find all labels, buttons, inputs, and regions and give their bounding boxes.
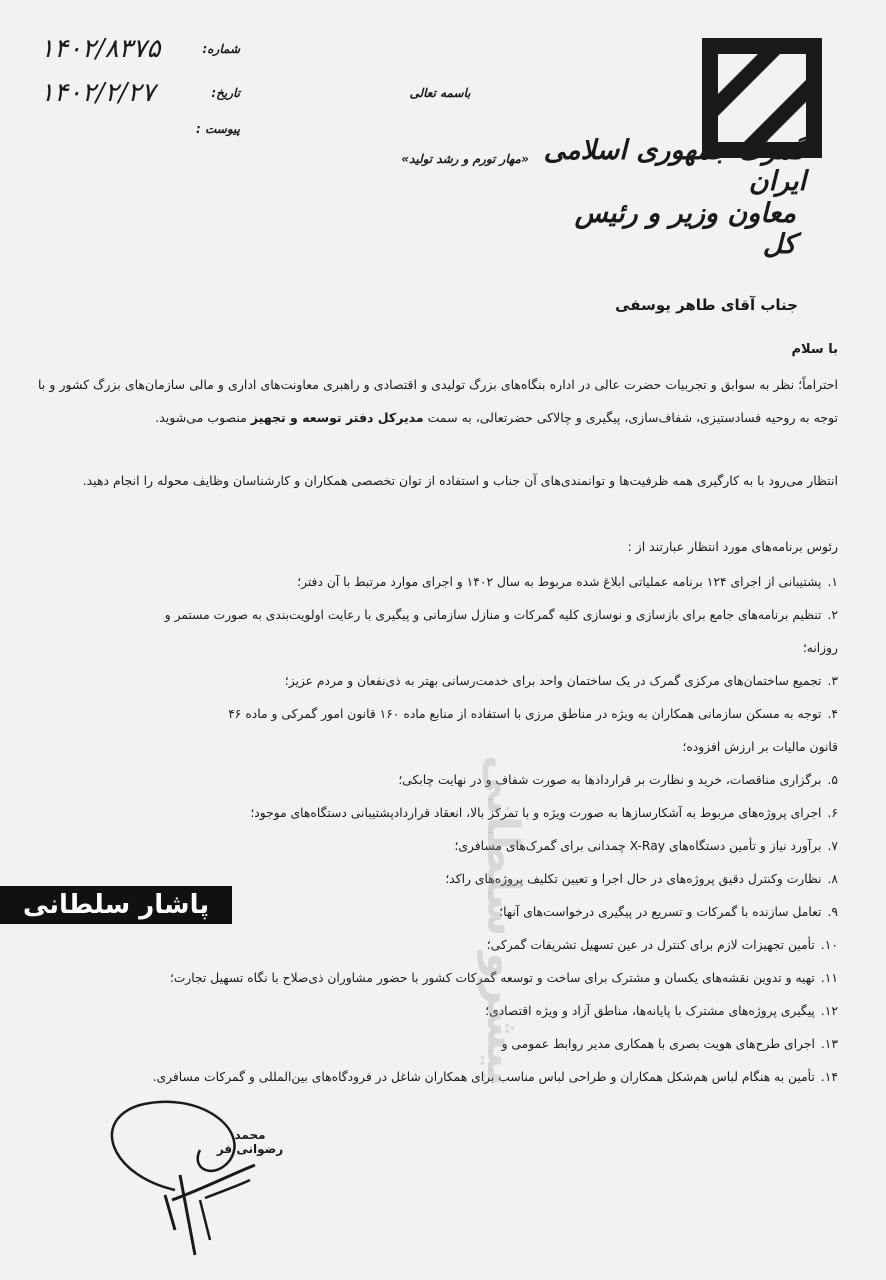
bismillah: باسمه تعالی xyxy=(409,86,471,100)
list-item-number: ۸. xyxy=(827,872,838,886)
list-item-text: تأمین تجهیزات لازم برای کنترل در عین تسهیل تشریفات گمرکی؛ xyxy=(486,938,815,952)
list-item-number: ۱۳. xyxy=(820,1037,838,1051)
recipient: جناب آقای طاهر یوسفی xyxy=(615,296,798,314)
list-item-number: ۲. xyxy=(827,608,838,622)
list-item-number: ۵. xyxy=(827,773,838,787)
intro-paragraph xyxy=(38,368,838,434)
list-item-text: تعامل سازنده با گمرکات و تسریع در پیگیری درخواست‌های آنها؛ xyxy=(499,905,822,919)
list-item xyxy=(38,731,838,764)
greeting: با سلام xyxy=(791,342,838,357)
list-item xyxy=(38,698,838,731)
intro-text-2: منصوب می‌شوید. xyxy=(155,410,247,425)
list-item-number: ۹. xyxy=(827,905,838,919)
list-item-text: تهیه و تدوین نقشه‌های یکسان و مشترک برای ساخت و توسعه گمرکات کشور با حضور مشاوران ذی‌صلاح با نگاه تسهیل تجارت؛ xyxy=(169,971,815,985)
slogan: «مهار تورم و رشد تولید» xyxy=(401,152,529,166)
list-item-number: ۱۰. xyxy=(820,938,838,952)
list-item-text: توجه به مسکن سازمانی همکاران به ویژه در مناطق مرزی با استفاده از منابع ماده ۱۶۰ قانون امور گمرکی و ماده ۴۶ xyxy=(228,707,822,721)
list-item-text: نظارت وکنترل دقیق پروژه‌های در حال اجرا و تعیین تکلیف پروژه‌های راکد؛ xyxy=(445,872,822,886)
list-item xyxy=(38,566,838,599)
letter-attachment xyxy=(40,114,240,146)
name-overlay-label: پاشار سلطانی xyxy=(0,886,232,924)
org-title: معاون وزیر و رئیس کل xyxy=(574,198,796,260)
list-item-text: برگزاری مناقصات، خرید و نظارت بر قراردادها به صورت شفاف و در نهایت چابکی؛ xyxy=(398,773,822,787)
list-item-text: تجمیع ساختمان‌های مرکزی گمرک در یک ساختمان واحد برای خدمت‌رسانی بهتر به ذی‌نفعان و مردم عزیز؛ xyxy=(284,674,822,688)
list-item-text: قانون مالیات بر ارزش افزوده؛ xyxy=(682,740,838,754)
list-item-text: اجرای پروژه‌های مربوط به آشکارسازها به صورت ویژه و با تمرکز بالا، انعقاد قراردادپشتیبانی دستگاه‌های موجود؛ xyxy=(250,806,822,820)
list-item-number: ۴. xyxy=(827,707,838,721)
list-item-number: ۳. xyxy=(827,674,838,688)
list-item-number: ۱۲. xyxy=(820,1004,838,1018)
list-item-text: تأمین به هنگام لباس هم‌شکل همکاران و طراحی لباس مناسب برای همکاران شاغل در فرودگاه‌های بین‌المللی و گمرکات مسافری. xyxy=(152,1070,815,1084)
org-name: گمرک جمهوری اسلامی ایران xyxy=(543,135,806,197)
letter-date-label: تاریخ: xyxy=(211,86,240,100)
list-item-text: پیگیری پروژه‌های مشترک با پایانه‌ها، مناطق آزاد و ویژه اقتصادی؛ xyxy=(485,1004,815,1018)
list-item-number: ۱۱. xyxy=(820,971,838,985)
watermark: پیشرو سلطانی xyxy=(477,754,528,1086)
list-item-number: ۶. xyxy=(827,806,838,820)
letter-attachment-label: پیوست : xyxy=(196,122,240,136)
letter-number xyxy=(40,34,240,66)
list-item-text: پشتیبانی از اجرای ۱۲۴ برنامه عملیاتی ابلاغ شده مربوط به سال ۱۴۰۲ و اجرای موارد مرتبط با آن دفتر؛ xyxy=(297,575,822,589)
intro-text-1: احتراماً؛ نظر به سوابق و تجربیات حضرت عالی در اداره بنگاه‌های بزرگ تولیدی و اقتصادی و راهبری معاونت‌های اداری و مالی سازمان‌های بزرگ کشور و با توجه به روحیه فسادستیزی، شفاف‌سازی، پیگیری و چالاکی حضرتعالی، به سمت xyxy=(38,377,838,425)
intro-position: مدیرکل دفتر توسعه و تجهیز xyxy=(250,410,424,425)
list-item-number: ۱. xyxy=(827,575,838,589)
list-item xyxy=(38,764,838,797)
signature-icon xyxy=(80,1080,320,1260)
list-item-number: ۱۴. xyxy=(820,1070,838,1084)
list-item-text: تنظیم برنامه‌های جامع برای بازسازی و نوسازی کلیه گمرکات و منازل سازمانی و پیگیری با رعایت اولویت‌بندی به صورت مستمر و xyxy=(164,608,822,622)
letter-date xyxy=(40,78,240,110)
list-item xyxy=(38,599,838,632)
program-list xyxy=(38,566,838,1094)
list-item xyxy=(38,797,838,830)
items-intro: رئوس برنامه‌های مورد انتظار عبارتند از : xyxy=(627,539,838,554)
list-item xyxy=(38,929,838,962)
list-item xyxy=(38,632,838,665)
list-item xyxy=(38,962,838,995)
letter-number-value: ۱۴۰۲/۸۳۷۵ xyxy=(40,34,161,64)
signer-name: محمد رضوانی فر xyxy=(216,1128,284,1156)
list-item-text: روزانه؛ xyxy=(802,641,838,655)
list-item-text: برآورد نیاز و تأمین دستگاه‌های X-Ray چمدانی برای گمرک‌های مسافری؛ xyxy=(454,839,822,853)
letter-date-value: ۱۴۰۲/۲/۲۷ xyxy=(40,78,156,108)
letter-number-label: شماره: xyxy=(202,42,240,56)
list-item xyxy=(38,830,838,863)
list-item xyxy=(38,1028,838,1061)
list-item-text: اجرای طرح‌های هویت بصری با همکاری مدیر روابط عمومی و xyxy=(501,1037,815,1051)
list-item xyxy=(38,995,838,1028)
list-item-number: ۷. xyxy=(827,839,838,853)
expectation-paragraph: انتظار می‌رود با به کارگیری همه ظرفیت‌ها و توانمندی‌های آن جناب و استفاده از توان تخصصی همکاران و کارشناسان وظایف محوله را انجام دهید. xyxy=(82,473,838,488)
list-item xyxy=(38,665,838,698)
